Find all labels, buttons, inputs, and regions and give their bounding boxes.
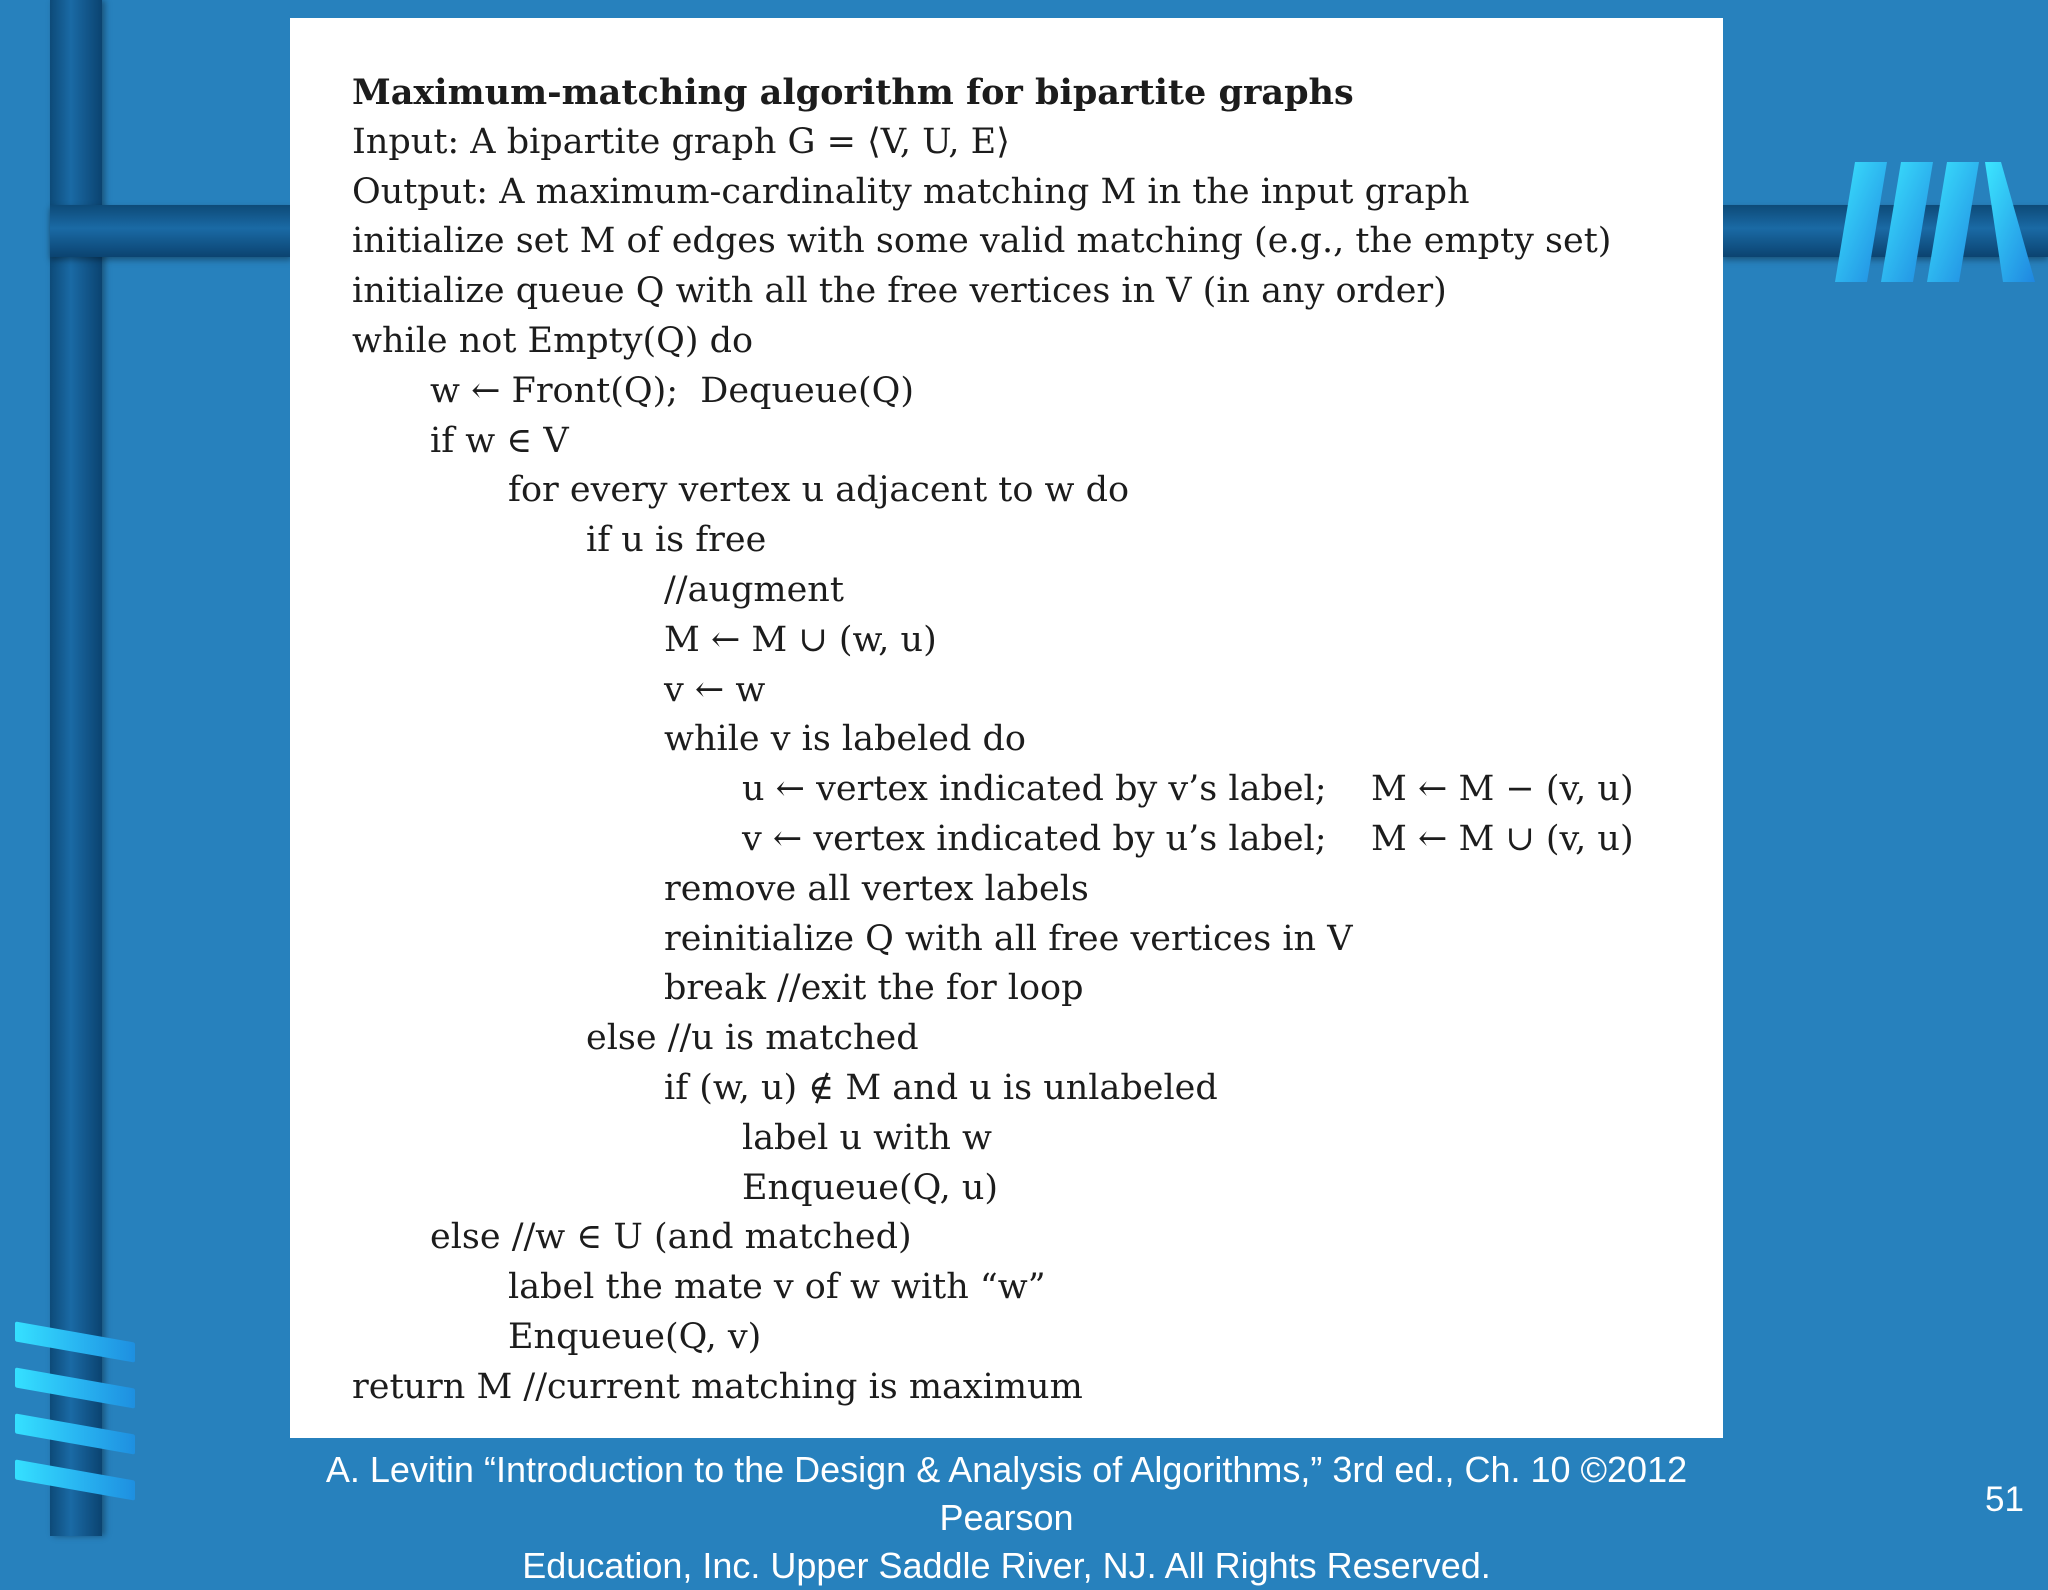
pseudocode-line: while not Empty(Q) do (352, 320, 754, 361)
pseudocode-line: initialize set M of edges with some valid matching (e.g., the empty set) (352, 221, 1612, 262)
citation-footer (290, 1446, 1723, 1590)
pseudocode-line: reinitialize Q with all free vertices in V (664, 918, 1353, 959)
stripe-logo-top-right (1835, 160, 2035, 285)
pseudocode-line: if w ∈ V (430, 420, 569, 461)
pseudocode-line: else //u is matched (586, 1018, 919, 1059)
pseudocode-line: Enqueue(Q, v) (508, 1316, 762, 1357)
pseudocode-block (352, 68, 1682, 1413)
pseudocode-line: label the mate v of w with “w” (508, 1267, 1046, 1308)
stripe-logo-bottom-left (15, 1320, 140, 1500)
pseudocode-line: M ← M ∪ (w, u) (664, 619, 937, 660)
citation-line-2: Education, Inc. Upper Saddle River, NJ. All Rights Reserved. (522, 1545, 1491, 1586)
pseudocode-line: if (w, u) ∉ M and u is unlabeled (664, 1067, 1218, 1108)
pseudocode-line: else //w ∈ U (and matched) (430, 1217, 912, 1258)
pseudocode-line: u ← vertex indicated by v’s label; M ← M − (v, u) (742, 769, 1634, 810)
pseudocode-line: Output: A maximum-cardinality matching M in the input graph (352, 171, 1470, 212)
algorithm-title: Maximum-matching algorithm for bipartite graphs (352, 72, 1354, 113)
pseudocode-line: initialize queue Q with all the free vertices in V (in any order) (352, 271, 1447, 312)
pseudocode-line: while v is labeled do (664, 719, 1026, 760)
pseudocode-line: break //exit the for loop (664, 968, 1084, 1009)
pseudocode-line: w ← Front(Q); Dequeue(Q) (430, 370, 914, 411)
pseudocode-line: Input: A bipartite graph G = ⟨V, U, E⟩ (352, 121, 1010, 162)
pseudocode-line: for every vertex u adjacent to w do (508, 470, 1130, 511)
algorithm-panel (290, 18, 1723, 1438)
pseudocode-line: v ← w (664, 669, 766, 710)
left-horizontal-bar (50, 205, 292, 257)
pseudocode-line: //augment (664, 569, 844, 610)
pseudocode-line: return M //current matching is maximum (352, 1366, 1083, 1407)
pseudocode-line: v ← vertex indicated by u’s label; M ← M ∪ (v, u) (742, 818, 1634, 859)
pseudocode-line: remove all vertex labels (664, 868, 1089, 909)
page-number: 51 (1985, 1480, 2024, 1519)
pseudocode-line: Enqueue(Q, u) (742, 1167, 999, 1208)
citation-line-1: A. Levitin “Introduction to the Design & Analysis of Algorithms,” 3rd ed., Ch. 10 ©2012 Pearson (325, 1449, 1688, 1538)
pseudocode-line: label u with w (742, 1117, 993, 1158)
pseudocode-line: if u is free (586, 520, 767, 561)
